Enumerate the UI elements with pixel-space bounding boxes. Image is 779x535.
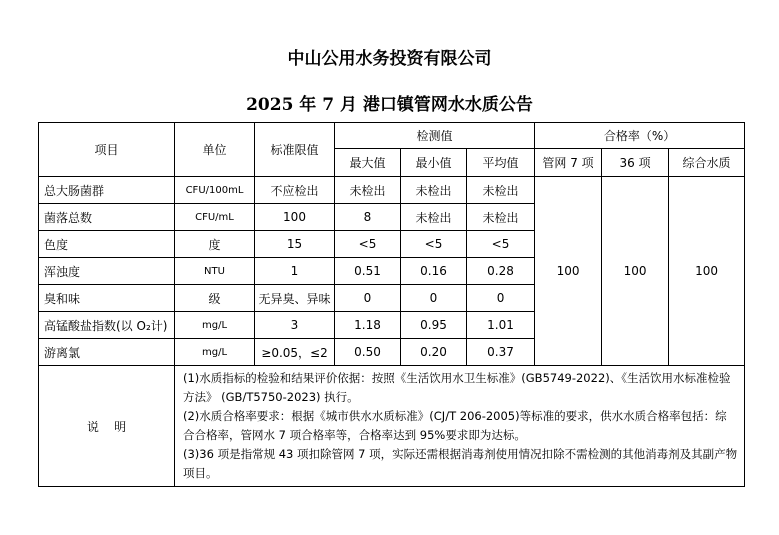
water-quality-table (38, 122, 745, 487)
header-avg: 平均值 (467, 149, 535, 177)
row-max: 1.18 (335, 312, 401, 339)
notes-label: 说 明 (39, 366, 175, 487)
row-min: <5 (401, 231, 467, 258)
row-item: 浑浊度 (39, 258, 175, 285)
header-min: 最小值 (401, 149, 467, 177)
row-avg: 1.01 (467, 312, 535, 339)
row-item: 菌落总数 (39, 204, 175, 231)
row-max: 未检出 (335, 177, 401, 204)
row-limit: 无异臭、异味 (255, 285, 335, 312)
row-max: 0 (335, 285, 401, 312)
row-min: 0.16 (401, 258, 467, 285)
row-max: 0.50 (335, 339, 401, 366)
row-max: <5 (335, 231, 401, 258)
report-title: 2025 年 7 月 港口镇管网水水质公告 (246, 95, 533, 115)
row-min: 0.95 (401, 312, 467, 339)
row-unit: CFU/mL (175, 204, 255, 231)
row-max: 8 (335, 204, 401, 231)
row-limit: 不应检出 (255, 177, 335, 204)
header-unit: 单位 (175, 123, 255, 177)
row-limit: 15 (255, 231, 335, 258)
row-item: 色度 (39, 231, 175, 258)
pass-items36: 100 (602, 177, 669, 366)
row-limit: ≥0.05，≤2 (255, 339, 335, 366)
company-title: 中山公用水务投资有限公司 (287, 49, 492, 69)
row-min: 0 (401, 285, 467, 312)
header-item: 项目 (39, 123, 175, 177)
row-unit: CFU/100mL (175, 177, 255, 204)
row-item: 游离氯 (39, 339, 175, 366)
row-avg: 0.37 (467, 339, 535, 366)
notes-content (175, 366, 745, 487)
row-item: 总大肠菌群 (39, 177, 175, 204)
row-unit: mg/L (175, 339, 255, 366)
pass-pipe7: 100 (535, 177, 602, 366)
header-limit: 标准限值 (255, 123, 335, 177)
header-detected: 检测值 (335, 123, 535, 149)
notes-row (39, 366, 745, 487)
table-row (39, 177, 745, 204)
row-item: 高锰酸盐指数(以 O₂计) (39, 312, 175, 339)
row-max: 0.51 (335, 258, 401, 285)
row-avg: 0.28 (467, 258, 535, 285)
row-item: 臭和味 (39, 285, 175, 312)
row-avg: 未检出 (467, 204, 535, 231)
header-pipe7: 管网 7 项 (535, 149, 602, 177)
row-avg: 未检出 (467, 177, 535, 204)
row-unit: 度 (175, 231, 255, 258)
row-min: 0.20 (401, 339, 467, 366)
note-1: (1)水质指标的检验和结果评价依据：按照《生活饮用水卫生标准》(GB5749-2022)、《生活饮用水标准检验方法》 (GB/T5750-2023) 执行。 (183, 371, 731, 404)
note-2: (2)水质合格率要求：根据《城市供水水质标准》(CJ/T 206-2005)等标准的要求，供水水质合格率包括：综合合格率，管网水 7 项合格率等，合格率达到 95%要求即为达标。 (183, 409, 727, 442)
row-unit: mg/L (175, 312, 255, 339)
row-min: 未检出 (401, 177, 467, 204)
row-limit: 3 (255, 312, 335, 339)
header-max: 最大值 (335, 149, 401, 177)
row-unit: NTU (175, 258, 255, 285)
row-min: 未检出 (401, 204, 467, 231)
header-overall: 综合水质 (669, 149, 745, 177)
header-items36: 36 项 (602, 149, 669, 177)
row-avg: 0 (467, 285, 535, 312)
note-3: (3)36 项是指常规 43 项扣除管网 7 项，实际还需根据消毒剂使用情况扣除不需检测的其他消毒剂及其副产物项目。 (183, 447, 738, 480)
row-limit: 100 (255, 204, 335, 231)
header-pass-rate: 合格率（%） (535, 123, 745, 149)
row-limit: 1 (255, 258, 335, 285)
pass-overall: 100 (669, 177, 745, 366)
row-avg: <5 (467, 231, 535, 258)
row-unit: 级 (175, 285, 255, 312)
